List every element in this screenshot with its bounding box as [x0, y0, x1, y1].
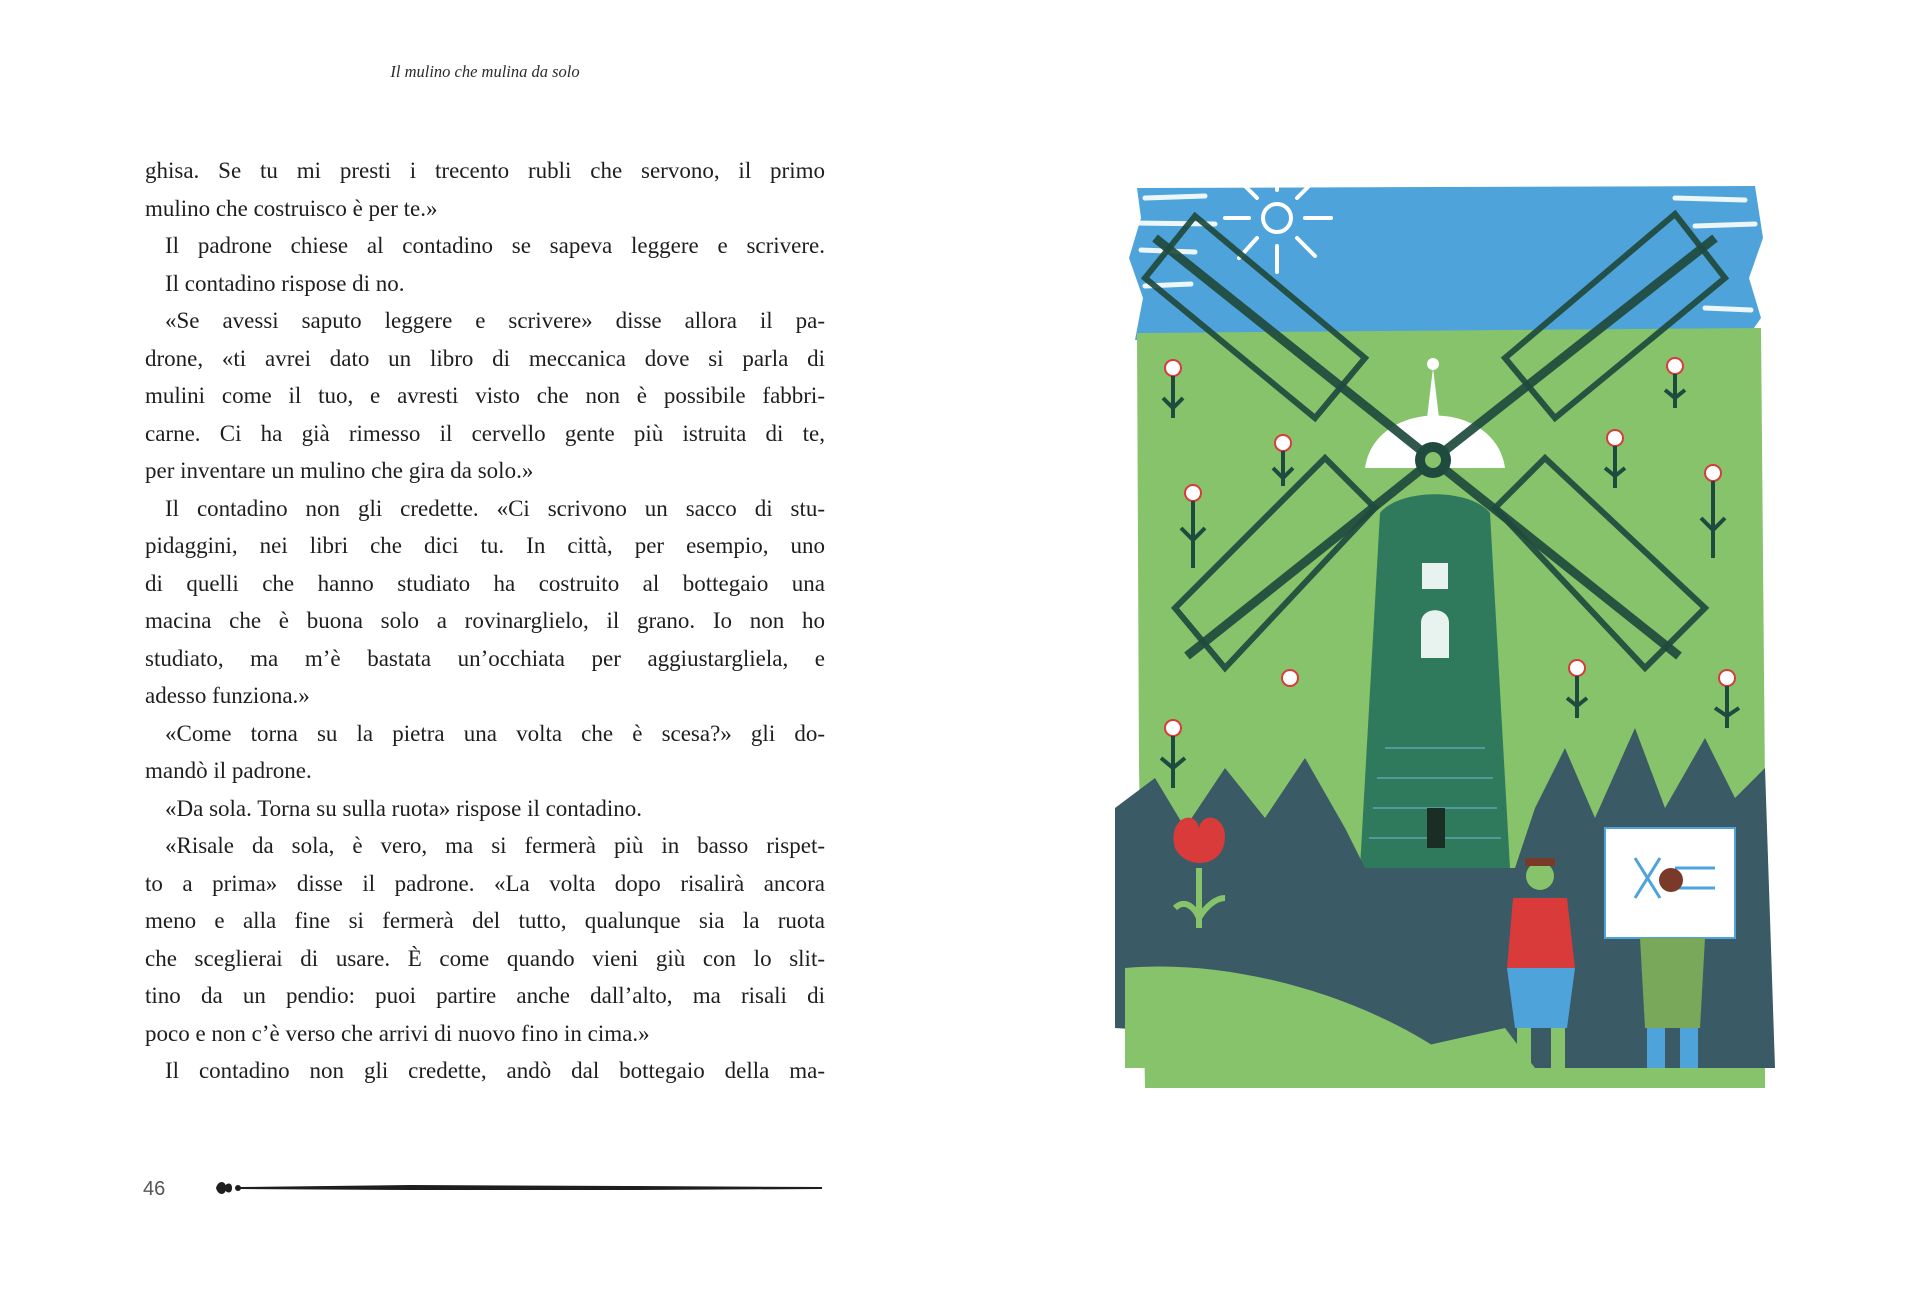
text-line: Il contadino non gli credette, andò dal bottegaio della ma- [165, 1058, 825, 1083]
text-line: per inventare un mulino che gira da solo.» [145, 458, 534, 483]
text-line: Il contadino non gli credette. «Ci scrivono un sacco di stu- [165, 495, 825, 521]
text-line: Il contadino rispose di no. [165, 270, 405, 296]
text-line: mulino che costruisco è per te.» [145, 195, 438, 221]
text-line: to a prima» disse il padrone. «La volta dopo risalirà ancora [145, 870, 825, 896]
text-line: pidaggini, nei libri che dici tu. In città, per esempio, uno [145, 533, 825, 558]
windmill-illustration [1115, 168, 1795, 1108]
text-line: macina che è buona solo a rovinarglielo, il grano. Io non ho [145, 608, 825, 633]
text-line: «Risale da sola, è vero, ma si fermerà più in basso rispet- [165, 833, 825, 858]
text-line: meno e alla fine si fermerà del tutto, qualunque sia la ruota [145, 908, 825, 933]
body-text [145, 152, 825, 1090]
page-number: 46 [143, 1178, 166, 1200]
text-line: mandò il padrone. [145, 758, 312, 783]
text-line: Il padrone chiese al contadino se sapeva leggere e scrivere. [165, 233, 825, 258]
text-line: ghisa. Se tu mi presti i trecento rubli che servono, il primo [145, 158, 825, 183]
text-line: di quelli che hanno studiato ha costruito al bottegaio una [145, 570, 825, 596]
text-line: mulini come il tuo, e avresti visto che non è possibile fabbri- [145, 383, 825, 408]
text-line: studiato, ma m’è bastata un’occhiata per aggiustargliela, e [145, 645, 825, 671]
text-line: «Come torna su la pietra una volta che è scesa?» gli do- [165, 720, 825, 746]
text-line: drone, «ti avrei dato un libro di meccanica dove si parla di [145, 345, 825, 371]
text-line: che sceglierai di usare. È come quando vieni giù con lo slit- [145, 945, 825, 971]
text-line: «Da sola. Torna su sulla ruota» rispose il contadino. [165, 795, 643, 821]
text-line: carne. Ci ha già rimesso il cervello gente più istruita di te, [145, 420, 825, 446]
running-head: Il mulino che mulina da solo [390, 62, 580, 81]
text-line: «Se avessi saputo leggere e scrivere» disse allora il pa- [165, 308, 825, 333]
text-line: tino da un pendio: puoi partire anche dall’alto, ma risali di [145, 983, 825, 1008]
text-line: poco e non c’è verso che arrivi di nuovo fino in cima.» [145, 1020, 650, 1046]
text-line: adesso funziona.» [145, 683, 310, 708]
fleuron-rule-icon [210, 1176, 830, 1200]
